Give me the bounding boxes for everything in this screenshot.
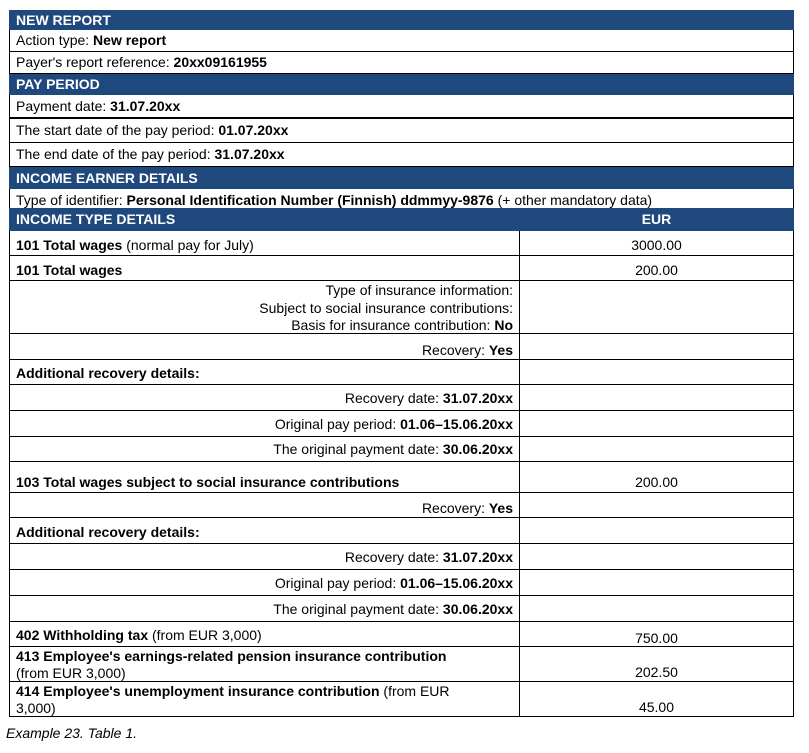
section-header-income-earner: INCOME EARNER DETAILS: [9, 167, 794, 189]
insurance-type-label: Type of insurance information:: [325, 282, 513, 298]
period-end-label: The end date of the pay period:: [16, 146, 215, 162]
recovery-date-row: Recovery date: 31.07.20xx: [9, 385, 794, 411]
income-row-101-normal: [9, 231, 794, 256]
identifier-row: [9, 189, 794, 208]
period-start-value: 01.07.20xx: [218, 122, 289, 138]
income-row-402: [9, 622, 794, 647]
payment-date-row: [9, 95, 794, 119]
income-type-note: (from EUR 3,000): [148, 627, 262, 643]
action-type-value: New report: [93, 32, 167, 48]
insurance-basis-value: No: [494, 317, 513, 333]
income-type-name: 402 Withholding tax: [16, 627, 149, 643]
section-header-income-type: [9, 208, 794, 231]
income-type-note: (normal pay for July): [122, 237, 254, 253]
section-header-new-report: NEW REPORT: [9, 10, 794, 30]
income-type-name: 414 Employee's unemployment insurance contribution: [16, 683, 380, 699]
original-pay-period-row: Original pay period: 01.06–15.06.20xx: [9, 570, 794, 596]
insurance-basis-row: Basis for insurance contribution: No: [291, 317, 513, 333]
additional-recovery-heading: Additional recovery details:: [9, 360, 794, 385]
identifier-note: (+ other mandatory data): [493, 192, 653, 208]
recovery-value: Yes: [488, 342, 513, 358]
currency-header: EUR: [641, 211, 672, 227]
table-caption: Example 23. Table 1.: [6, 725, 138, 741]
period-end-value: 31.07.20xx: [214, 146, 285, 162]
period-start-label: The start date of the pay period:: [16, 122, 219, 138]
original-pay-period-value: 01.06–15.06.20xx: [400, 575, 513, 591]
payment-date-value: 31.07.20xx: [110, 98, 181, 114]
identifier-label: Type of identifier:: [16, 192, 127, 208]
income-amount: 200.00: [635, 474, 678, 490]
income-amount: 200.00: [635, 262, 678, 278]
original-payment-date-value: 30.06.20xx: [442, 601, 513, 617]
original-pay-period-row: Original pay period: 01.06–15.06.20xx: [9, 411, 794, 437]
income-row-101-recovery: [9, 256, 794, 281]
income-amount: 750.00: [635, 630, 678, 646]
income-type-name: 413 Employee's earnings-related pension insurance contribution: [16, 648, 447, 664]
income-amount: 202.50: [635, 664, 678, 680]
period-end-row: [9, 143, 794, 167]
income-type-note: (from EUR 3,000): [16, 683, 450, 716]
insurance-info-row: [9, 281, 794, 334]
action-type-row: [9, 30, 794, 52]
action-type-label: Action type:: [16, 32, 94, 48]
additional-recovery-heading: Additional recovery details:: [9, 518, 794, 544]
identifier-value: Personal Identification Number (Finnish) ddmmyy-9876: [126, 192, 494, 208]
report-reference-label: Payer's report reference:: [16, 54, 174, 70]
recovery-date-row: Recovery date: 31.07.20xx: [9, 544, 794, 570]
recovery-value: Yes: [488, 500, 513, 516]
recovery-date-value: 31.07.20xx: [442, 549, 513, 565]
recovery-date-value: 31.07.20xx: [442, 390, 513, 406]
income-type-header: INCOME TYPE DETAILS: [16, 211, 176, 227]
section-header-pay-period: PAY PERIOD: [9, 74, 794, 95]
income-type-name: 101 Total wages: [16, 237, 123, 253]
report-reference-row: [9, 52, 794, 74]
recovery-row: Recovery: Yes: [9, 493, 794, 518]
period-start-row: [9, 119, 794, 143]
report-table: [9, 10, 794, 717]
income-row-413: [9, 647, 794, 682]
report-reference-value: 20xx09161955: [173, 54, 267, 70]
original-payment-date-row: The original payment date: 30.06.20xx: [9, 596, 794, 622]
income-type-note: (from EUR 3,000): [16, 665, 126, 681]
original-payment-date-value: 30.06.20xx: [442, 441, 513, 457]
income-amount: 45.00: [638, 699, 675, 715]
recovery-row: Recovery: Yes: [9, 334, 794, 360]
original-pay-period-value: 01.06–15.06.20xx: [400, 416, 513, 432]
payment-date-label: Payment date:: [16, 98, 111, 114]
income-amount: 3000.00: [631, 237, 682, 253]
income-row-414: [9, 682, 794, 717]
income-type-name: 101 Total wages: [16, 262, 123, 278]
income-type-name: 103 Total wages subject to social insurance contributions: [16, 474, 400, 490]
income-row-103: [9, 462, 794, 493]
social-insurance-label: Subject to social insurance contributions:: [259, 299, 513, 316]
original-payment-date-row: The original payment date: 30.06.20xx: [9, 437, 794, 462]
